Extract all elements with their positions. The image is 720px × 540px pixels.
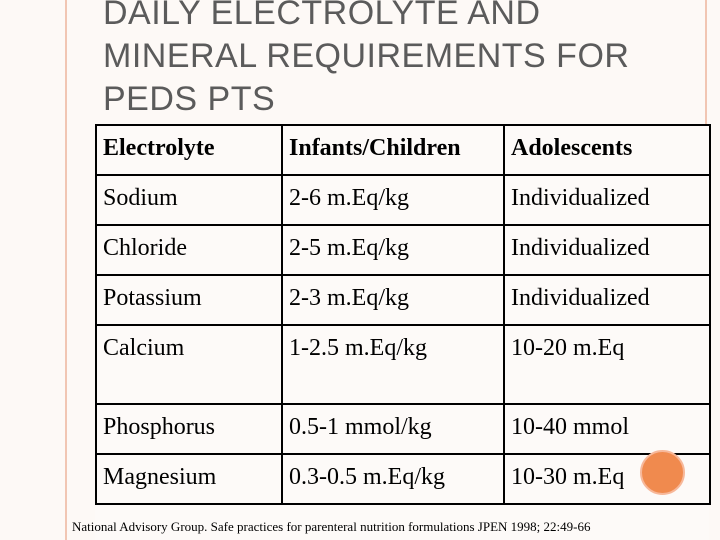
slide-title <box>103 0 693 121</box>
table-cell: 2-6 m.Eq/kg <box>282 175 504 225</box>
table-cell: Chloride <box>96 225 282 275</box>
table-cell: Magnesium <box>96 454 282 504</box>
table-row <box>96 225 710 275</box>
table-cell: 0.5-1 mmol/kg <box>282 404 504 454</box>
table-cell: Individualized <box>504 175 710 225</box>
table-cell: Individualized <box>504 275 710 325</box>
table-cell: 0.3-0.5 m.Eq/kg <box>282 454 504 504</box>
header-cell: Electrolyte <box>96 125 282 175</box>
decorative-circle <box>640 450 685 495</box>
table-row <box>96 454 710 504</box>
table-cell: Sodium <box>96 175 282 225</box>
table-cell: 10-40 mmol <box>504 404 710 454</box>
table-row <box>96 404 710 454</box>
table-cell: 2-5 m.Eq/kg <box>282 225 504 275</box>
header-cell: Adolescents <box>504 125 710 175</box>
header-cell: Infants/Children <box>282 125 504 175</box>
title-line: DAILY ELECTROLYTE AND <box>103 0 541 32</box>
title-line: MINERAL REQUIREMENTS FOR <box>103 37 630 75</box>
table-row <box>96 175 710 225</box>
requirements-table <box>95 124 711 505</box>
title-line: PEDS PTS <box>103 80 276 118</box>
table-row <box>96 275 710 325</box>
table-cell: Calcium <box>96 325 282 404</box>
table-row <box>96 325 710 404</box>
left-frame-line <box>65 0 67 540</box>
table-cell: 1-2.5 m.Eq/kg <box>282 325 504 404</box>
table-cell: Individualized <box>504 225 710 275</box>
table-cell: Phosphorus <box>96 404 282 454</box>
table-cell: 10-30 m.Eq <box>504 454 710 504</box>
requirements-table-container <box>95 124 709 540</box>
table-cell: 2-3 m.Eq/kg <box>282 275 504 325</box>
table-cell: Potassium <box>96 275 282 325</box>
table-cell: 10-20 m.Eq <box>504 325 710 404</box>
table-header-row <box>96 125 710 175</box>
citation: National Advisory Group. Safe practices for parenteral nutrition formulations JPEN 1998; 22:49-66 <box>72 519 591 534</box>
